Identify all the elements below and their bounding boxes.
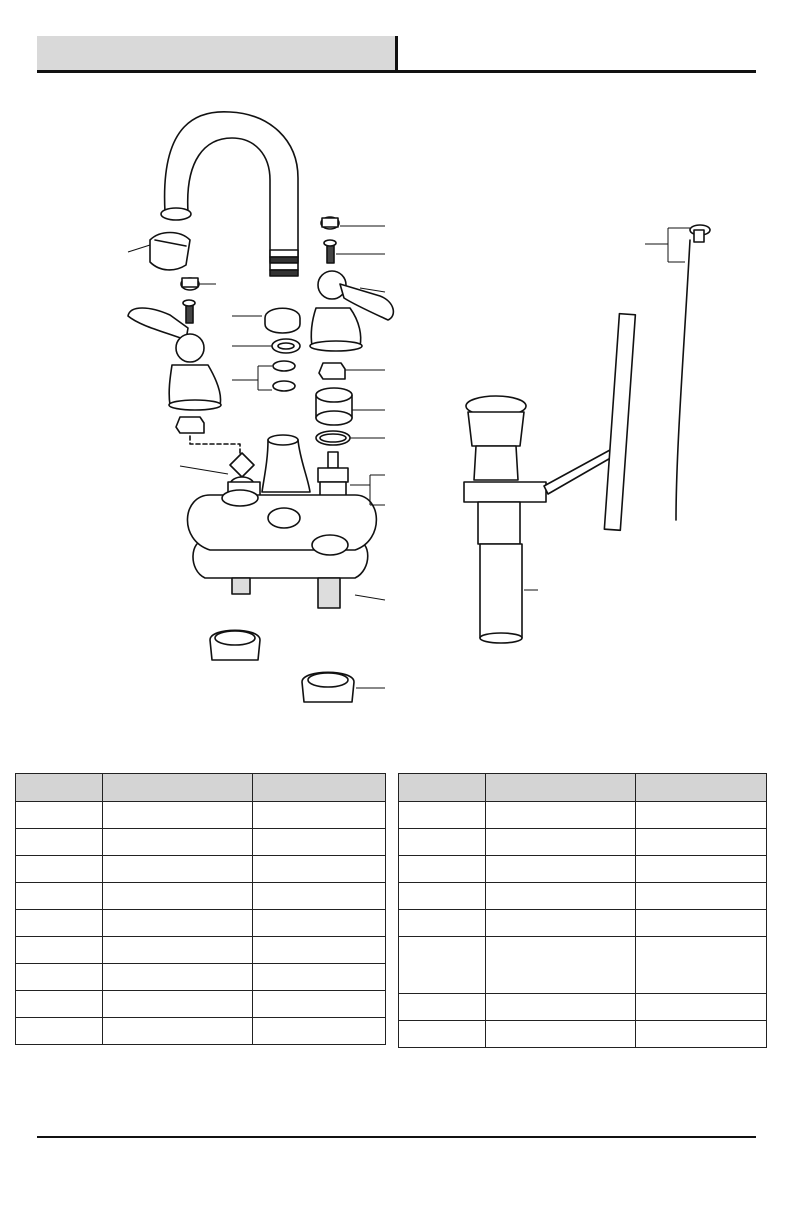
table-row — [16, 802, 386, 829]
right-handle-screw — [324, 240, 336, 263]
table-cell — [253, 991, 386, 1018]
table-cell — [16, 883, 103, 910]
table-cell — [253, 964, 386, 991]
o-ring-upper — [273, 361, 295, 371]
table-cell — [253, 910, 386, 937]
table-cell — [16, 991, 103, 1018]
table-cell — [103, 910, 253, 937]
section-header-tab — [37, 36, 395, 70]
column-header — [103, 774, 253, 802]
bonnet-nut — [316, 388, 352, 425]
table-cell — [16, 802, 103, 829]
table-row — [16, 856, 386, 883]
table-header-row — [16, 774, 386, 802]
column-header — [16, 774, 103, 802]
table-cell — [636, 802, 767, 829]
table-cell — [636, 910, 767, 937]
table-cell — [486, 994, 636, 1021]
table-cell — [103, 856, 253, 883]
o-ring-lower — [273, 381, 295, 391]
table-cell — [486, 856, 636, 883]
parts-table-right — [398, 773, 767, 1048]
table-cell — [636, 883, 767, 910]
lift-rod — [676, 225, 710, 520]
table-cell — [16, 937, 103, 964]
column-header — [636, 774, 767, 802]
table-row — [399, 937, 767, 994]
left-index-cap — [181, 278, 199, 290]
parts-table-left — [15, 773, 386, 1045]
exploded-parts-diagram — [0, 100, 793, 730]
right-lever-handle — [310, 271, 393, 351]
aerator — [150, 233, 190, 270]
table-row — [399, 994, 767, 1021]
table-cell — [16, 829, 103, 856]
table-cell — [103, 937, 253, 964]
mounting-nut-left — [210, 630, 260, 660]
left-handle-screw — [183, 300, 195, 323]
table-cell — [103, 1018, 253, 1045]
header-rule — [37, 70, 756, 73]
table-cell — [253, 802, 386, 829]
table-cell — [253, 937, 386, 964]
table-row — [16, 991, 386, 1018]
table-cell — [16, 856, 103, 883]
table-cell — [103, 883, 253, 910]
seal-washer — [272, 339, 300, 353]
table-cell — [399, 937, 486, 994]
table-row — [16, 883, 386, 910]
clevis-strap — [604, 314, 635, 531]
table-cell — [636, 1021, 767, 1048]
column-header — [486, 774, 636, 802]
pop-up-drain-body — [464, 396, 546, 643]
base-plate — [187, 490, 376, 555]
table-row — [16, 964, 386, 991]
mounting-shanks — [232, 578, 340, 608]
table-cell — [399, 1021, 486, 1048]
table-cell — [399, 883, 486, 910]
pivot-rod — [544, 450, 614, 494]
table-cell — [399, 994, 486, 1021]
right-hex-nut — [319, 363, 345, 379]
table-cell — [486, 937, 636, 994]
table-header-row — [399, 774, 767, 802]
table-cell — [16, 1018, 103, 1045]
table-cell — [103, 829, 253, 856]
table-cell — [253, 883, 386, 910]
table-cell — [636, 829, 767, 856]
table-cell — [486, 829, 636, 856]
table-row — [16, 937, 386, 964]
snap-ring — [265, 308, 300, 333]
table-cell — [636, 856, 767, 883]
table-row — [399, 802, 767, 829]
table-cell — [253, 1018, 386, 1045]
left-hex-nut — [176, 417, 204, 433]
table-cell — [103, 964, 253, 991]
table-cell — [636, 994, 767, 1021]
table-cell — [253, 856, 386, 883]
table-row — [16, 829, 386, 856]
right-o-ring — [316, 431, 350, 445]
footer-rule — [37, 1136, 756, 1138]
table-cell — [399, 856, 486, 883]
table-cell — [253, 829, 386, 856]
table-row — [399, 883, 767, 910]
table-cell — [399, 829, 486, 856]
table-cell — [16, 910, 103, 937]
header-divider — [395, 36, 398, 72]
table-cell — [103, 991, 253, 1018]
table-cell — [399, 802, 486, 829]
mounting-nut-right — [302, 672, 354, 702]
table-cell — [636, 937, 767, 994]
table-cell — [486, 910, 636, 937]
table-cell — [486, 1021, 636, 1048]
spout-sleeve — [262, 435, 310, 492]
table-cell — [486, 802, 636, 829]
table-cell — [16, 964, 103, 991]
column-header — [253, 774, 386, 802]
right-index-cap — [321, 217, 339, 229]
column-header — [399, 774, 486, 802]
left-lever-handle — [128, 308, 221, 410]
table-row — [399, 910, 767, 937]
table-cell — [103, 802, 253, 829]
table-row — [399, 1021, 767, 1048]
table-cell — [486, 883, 636, 910]
table-row — [16, 1018, 386, 1045]
table-cell — [399, 910, 486, 937]
table-row — [399, 856, 767, 883]
table-row — [399, 829, 767, 856]
table-row — [16, 910, 386, 937]
